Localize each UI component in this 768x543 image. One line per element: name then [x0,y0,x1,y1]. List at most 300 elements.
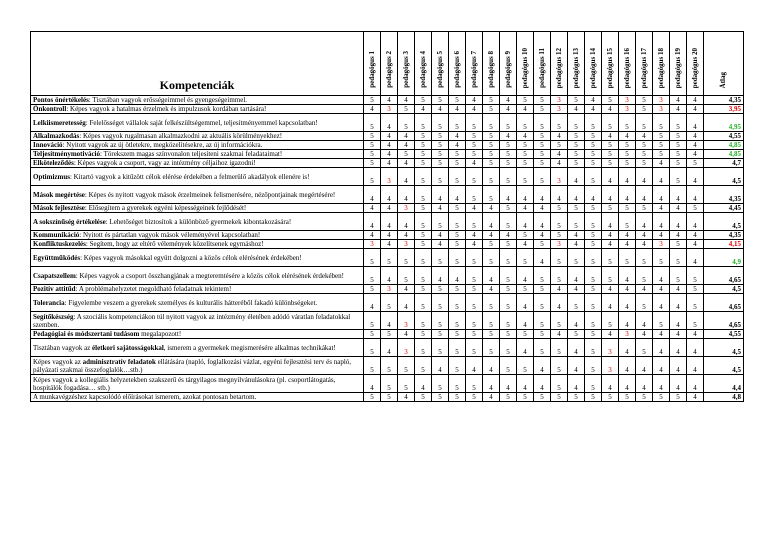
score-cell: 4 [568,240,585,249]
score-cell: 4 [670,285,687,294]
score-cell: 5 [602,249,619,267]
score-cell: 5 [415,168,432,186]
score-cell: 5 [415,357,432,375]
score-cell: 4 [687,249,704,267]
score-cell: 5 [466,267,483,285]
score-cell: 4 [602,294,619,312]
score-cell: 4 [381,96,398,105]
score-cell: 5 [449,312,466,330]
score-cell: 4 [602,213,619,231]
score-cell: 5 [517,168,534,186]
score-cell: 5 [466,168,483,186]
score-cell: 4 [653,339,670,357]
competency-name: Innováció [33,141,63,149]
score-cell: 5 [534,141,551,150]
score-cell: 5 [619,150,636,159]
score-cell: 4 [517,294,534,312]
score-cell: 5 [653,141,670,150]
score-cell: 5 [466,114,483,132]
competency-row [31,339,744,357]
score-cell: 5 [500,339,517,357]
competency-description [31,132,364,141]
score-cell: 5 [602,204,619,213]
competency-text: : Segítem, hogy az eltérő vélemények közelítsenek egymáshoz! [85,240,264,248]
score-cell: 4 [687,213,704,231]
competency-text: : Képes vagyok másokkal együtt dolgozni a közös célok elérésének érdekében! [80,253,302,262]
score-cell: 5 [381,330,398,339]
score-cell: 5 [500,267,517,285]
score-cell: 5 [670,168,687,186]
score-cell: 5 [364,96,381,105]
score-cell: 4 [483,213,500,231]
score-cell: 5 [483,339,500,357]
score-cell: 5 [551,267,568,285]
score-cell: 4 [398,294,415,312]
average-cell: 4,55 [704,132,744,141]
score-cell: 5 [483,141,500,150]
competency-text: : A szociális kompetenciákon túl nyitott vagyok az intézmény életében adódó váratlan feladatokkal szemben. [33,312,351,329]
average-cell: 4,9 [704,249,744,267]
score-cell: 5 [466,312,483,330]
score-cell: 5 [466,330,483,339]
score-cell: 5 [636,294,653,312]
score-cell: 5 [534,105,551,114]
score-cell: 5 [500,114,517,132]
competency-text: : A problémahelyzetet megoldható feladatnak tekintem! [75,285,232,293]
score-cell: 5 [483,159,500,168]
score-cell: 5 [483,330,500,339]
score-cell: 5 [687,294,704,312]
score-cell: 4 [534,186,551,204]
score-cell: 4 [517,105,534,114]
competency-description [31,114,364,132]
column-header-label: pedagógus 8 [487,51,495,88]
score-cell: 4 [534,213,551,231]
score-cell: 5 [398,249,415,267]
competency-name: Együttműködés [33,253,81,262]
score-cell: 5 [449,375,466,393]
competency-description [31,141,364,150]
competency-text: : Tisztában vagyok erősségeimmel és gyengeségeimmel. [88,96,248,104]
score-cell: 4 [398,96,415,105]
score-cell: 3 [602,357,619,375]
competency-description [31,150,364,159]
score-cell: 4 [381,240,398,249]
score-cell: 4 [551,330,568,339]
competency-row [31,249,744,267]
column-header [687,32,704,96]
competency-sheet [30,31,743,473]
score-cell: 5 [398,357,415,375]
score-cell: 4 [636,168,653,186]
average-cell: 3,95 [704,105,744,114]
score-cell: 5 [500,168,517,186]
score-cell: 4 [364,294,381,312]
score-cell: 5 [585,393,602,402]
score-cell: 4 [636,240,653,249]
competency-row [31,186,744,204]
score-cell: 5 [466,150,483,159]
score-cell: 5 [534,285,551,294]
average-cell: 4,5 [704,168,744,186]
score-cell: 5 [449,213,466,231]
competency-row [31,330,744,339]
score-cell: 5 [466,249,483,267]
score-cell: 4 [517,339,534,357]
score-cell: 5 [551,393,568,402]
score-cell: 5 [534,240,551,249]
competency-row [31,285,744,294]
average-cell: 4,4 [704,375,744,393]
score-cell: 4 [517,240,534,249]
score-cell: 5 [585,375,602,393]
average-cell: 4,35 [704,231,744,240]
score-cell: 4 [432,204,449,213]
score-cell: 5 [636,159,653,168]
competency-text: : Nyitott és pártatlan vagyok mások véleményével kapcsolatban! [79,231,261,239]
score-cell: 5 [415,213,432,231]
score-cell: 4 [687,231,704,240]
score-cell: 4 [670,312,687,330]
average-cell: 4,35 [704,186,744,204]
score-cell: 5 [415,150,432,159]
score-cell: 4 [398,186,415,204]
average-cell: 4,5 [704,339,744,357]
score-cell: 4 [381,141,398,150]
competency-row [31,267,744,285]
score-cell: 4 [517,186,534,204]
competency-row [31,393,744,402]
column-header [364,32,381,96]
score-cell: 5 [636,114,653,132]
score-cell: 4 [449,105,466,114]
score-cell: 5 [670,240,687,249]
score-cell: 5 [585,240,602,249]
score-cell: 4 [483,393,500,402]
column-header [483,32,500,96]
score-cell: 5 [466,393,483,402]
competency-description [31,357,364,375]
column-header-label: pedagógus 6 [453,51,461,88]
score-cell: 4 [534,249,551,267]
score-cell: 5 [585,150,602,159]
score-cell: 5 [415,141,432,150]
score-cell: 4 [483,285,500,294]
score-cell: 5 [568,150,585,159]
score-cell: 5 [449,231,466,240]
score-cell: 5 [602,312,619,330]
competency-text: ellátására (napló, foglalkozási vázlat, egyéni fejlesztési terv és napló, pályázati szakmai összefoglalók…stb.) [33,357,352,374]
score-cell: 5 [619,249,636,267]
score-cell: 4 [483,204,500,213]
score-cell: 5 [432,132,449,141]
score-cell: 5 [653,393,670,402]
competency-name: Elköteleződés [33,159,74,167]
competency-row [31,213,744,231]
score-cell: 4 [670,357,687,375]
score-cell: 5 [364,312,381,330]
score-cell: 4 [687,186,704,204]
score-cell: 4 [517,213,534,231]
score-cell: 5 [585,267,602,285]
score-cell: 3 [381,105,398,114]
score-cell: 5 [602,267,619,285]
score-cell: 5 [534,114,551,132]
competency-row [31,105,744,114]
score-cell: 4 [500,132,517,141]
competency-name: Pozitív attitűd [33,285,76,293]
column-header-label: pedagógus 1 [368,51,376,88]
score-cell: 4 [568,186,585,204]
score-cell: 4 [653,204,670,213]
score-cell: 5 [449,357,466,375]
score-cell: 5 [585,204,602,213]
score-cell: 4 [381,186,398,204]
score-cell: 5 [432,294,449,312]
score-cell: 5 [619,213,636,231]
score-cell: 5 [568,393,585,402]
average-cell: 4,45 [704,204,744,213]
score-cell: 5 [568,141,585,150]
score-cell: 4 [381,267,398,285]
score-cell: 5 [517,393,534,402]
score-cell: 4 [687,330,704,339]
score-cell: 5 [619,141,636,150]
score-cell: 5 [602,96,619,105]
score-cell: 4 [568,168,585,186]
competency-description [31,159,364,168]
score-cell: 4 [517,375,534,393]
competency-description [31,294,364,312]
score-cell: 4 [466,96,483,105]
score-cell: 4 [670,231,687,240]
score-cell: 4 [687,168,704,186]
score-cell: 4 [517,267,534,285]
score-cell: 3 [364,240,381,249]
competency-row [31,204,744,213]
score-cell: 5 [636,96,653,105]
score-cell: 5 [449,294,466,312]
score-cell: 5 [432,141,449,150]
average-cell: 4,5 [704,285,744,294]
score-cell: 5 [466,132,483,141]
score-cell: 4 [381,339,398,357]
score-cell: 5 [500,204,517,213]
score-cell: 4 [500,375,517,393]
average-cell: 4,7 [704,159,744,168]
competency-row [31,240,744,249]
score-cell: 4 [602,168,619,186]
score-cell: 5 [381,375,398,393]
competency-name: Lelkiismeretesség [33,118,86,127]
score-cell: 5 [534,330,551,339]
score-cell: 4 [636,186,653,204]
column-header-label: pedagógus 17 [640,47,648,88]
score-cell: 5 [415,159,432,168]
column-header-label: pedagógus 14 [589,47,597,88]
average-cell: 4,5 [704,357,744,375]
column-header-label: pedagógus 7 [470,51,478,88]
score-cell: 5 [500,357,517,375]
score-cell: 4 [670,105,687,114]
score-cell: 4 [466,105,483,114]
score-cell: 5 [415,330,432,339]
score-cell: 4 [568,285,585,294]
score-cell: 5 [398,114,415,132]
score-cell: 5 [449,339,466,357]
column-header [619,32,636,96]
score-cell: 5 [551,249,568,267]
score-cell: 4 [381,231,398,240]
competency-name: Csapatszellem [33,271,76,280]
score-cell: 4 [568,339,585,357]
competency-text: : Nyitott vagyok az új ötletekre, megközelítésekre, az új információkra. [62,141,263,149]
competency-row [31,150,744,159]
score-cell: 5 [585,213,602,231]
score-cell: 4 [687,357,704,375]
competency-name: Mások fejlesztése [33,204,85,212]
score-cell: 4 [670,330,687,339]
competency-row [31,114,744,132]
average-cell: 4,8 [704,393,744,402]
competency-text: : Lehetőséget biztosítok a különböző gyermekek kibontakozására! [105,217,292,226]
score-cell: 4 [653,285,670,294]
competency-description [31,186,364,204]
score-cell: 5 [585,357,602,375]
score-cell: 5 [568,159,585,168]
competency-row [31,168,744,186]
competency-name: adminisztratív feladatok [82,357,156,366]
score-cell: 5 [636,267,653,285]
score-cell: 5 [500,213,517,231]
score-cell: 4 [653,267,670,285]
score-cell: 5 [534,150,551,159]
score-cell: 3 [619,96,636,105]
score-cell: 4 [466,159,483,168]
score-cell: 4 [687,96,704,105]
column-header-label: pedagógus 9 [504,51,512,88]
column-header-label: pedagógus 4 [419,51,427,88]
score-cell: 5 [653,150,670,159]
score-cell: 5 [364,114,381,132]
score-cell: 5 [602,150,619,159]
average-cell: 4,35 [704,96,744,105]
score-cell: 5 [466,213,483,231]
score-cell: 4 [636,375,653,393]
score-cell: 4 [670,213,687,231]
column-header [449,32,466,96]
competency-text: : Képes vagyok a csoport, vagy az intézmény céljaihoz igazodni! [73,159,256,167]
score-cell: 4 [619,357,636,375]
score-cell: 5 [534,312,551,330]
competency-text: : Figyelembe veszem a gyerekek személyes és kulturális hátteréből fakadó különbségeket. [64,298,318,307]
score-cell: 4 [602,375,619,393]
column-header-label: pedagógus 18 [657,47,665,88]
score-cell: 5 [551,141,568,150]
score-cell: 4 [619,294,636,312]
score-cell: 4 [517,312,534,330]
score-cell: 3 [398,204,415,213]
score-cell: 5 [364,150,381,159]
competency-text: : Felelősséget vállalok saját felkészültségemmel, teljesítményemmel kapcsolatban! [85,118,318,127]
score-cell: 4 [551,285,568,294]
score-cell: 5 [585,114,602,132]
score-cell: 5 [551,114,568,132]
competency-text: A munkavégzéshez kapcsolódó előírásokat ismerem, azokat pontosan betartom. [33,393,257,401]
score-cell: 5 [619,114,636,132]
score-cell: 5 [636,150,653,159]
score-cell: 4 [364,213,381,231]
score-cell: 5 [364,267,381,285]
score-cell: 4 [398,231,415,240]
score-cell: 4 [551,150,568,159]
competency-description [31,240,364,249]
score-cell: 5 [381,357,398,375]
score-cell: 5 [415,339,432,357]
score-cell: 5 [364,285,381,294]
score-cell: 4 [432,186,449,204]
score-cell: 4 [534,204,551,213]
score-cell: 5 [568,132,585,141]
score-cell: 4 [398,141,415,150]
score-cell: 5 [500,393,517,402]
score-cell: 5 [534,294,551,312]
score-cell: 5 [432,285,449,294]
score-cell: 4 [517,132,534,141]
competency-text: Képes vagyok a kollegiális helyzetekben szakszerű és tárgyilagos megnyilvánulásokra (pl. csoportlátogatás, hospitálók fogadása… stb.) [33,375,336,392]
score-cell: 5 [398,105,415,114]
column-header [551,32,568,96]
score-cell: 5 [449,168,466,186]
competency-row [31,141,744,150]
score-cell: 4 [636,285,653,294]
score-cell: 5 [432,393,449,402]
score-cell: 5 [619,204,636,213]
score-cell: 5 [551,339,568,357]
score-cell: 5 [568,114,585,132]
score-cell: 5 [568,96,585,105]
score-cell: 5 [364,330,381,339]
competency-text: : Képes és nyitott vagyok mások érzelmeinek felismerésére, nézőpontjainak megértésére! [84,190,336,199]
column-header [670,32,687,96]
table-title: Kompetenciák [31,32,364,96]
score-cell: 5 [381,294,398,312]
score-cell: 4 [381,132,398,141]
score-cell: 4 [364,231,381,240]
score-cell: 4 [466,231,483,240]
score-cell: 5 [670,249,687,267]
column-header-label: pedagógus 15 [606,47,614,88]
column-header [381,32,398,96]
score-cell: 5 [500,240,517,249]
score-cell: 4 [670,204,687,213]
score-cell: 4 [687,105,704,114]
score-cell: 4 [670,375,687,393]
score-cell: 5 [551,204,568,213]
score-cell: 5 [602,141,619,150]
score-cell: 5 [585,168,602,186]
score-cell: 4 [381,204,398,213]
score-cell: 5 [500,150,517,159]
score-cell: 5 [483,312,500,330]
score-cell: 4 [636,213,653,231]
score-cell: 5 [500,285,517,294]
score-cell: 5 [466,375,483,393]
column-header-label: pedagógus 2 [385,51,393,88]
score-cell: 4 [653,231,670,240]
average-header [704,32,744,96]
score-cell: 5 [483,105,500,114]
